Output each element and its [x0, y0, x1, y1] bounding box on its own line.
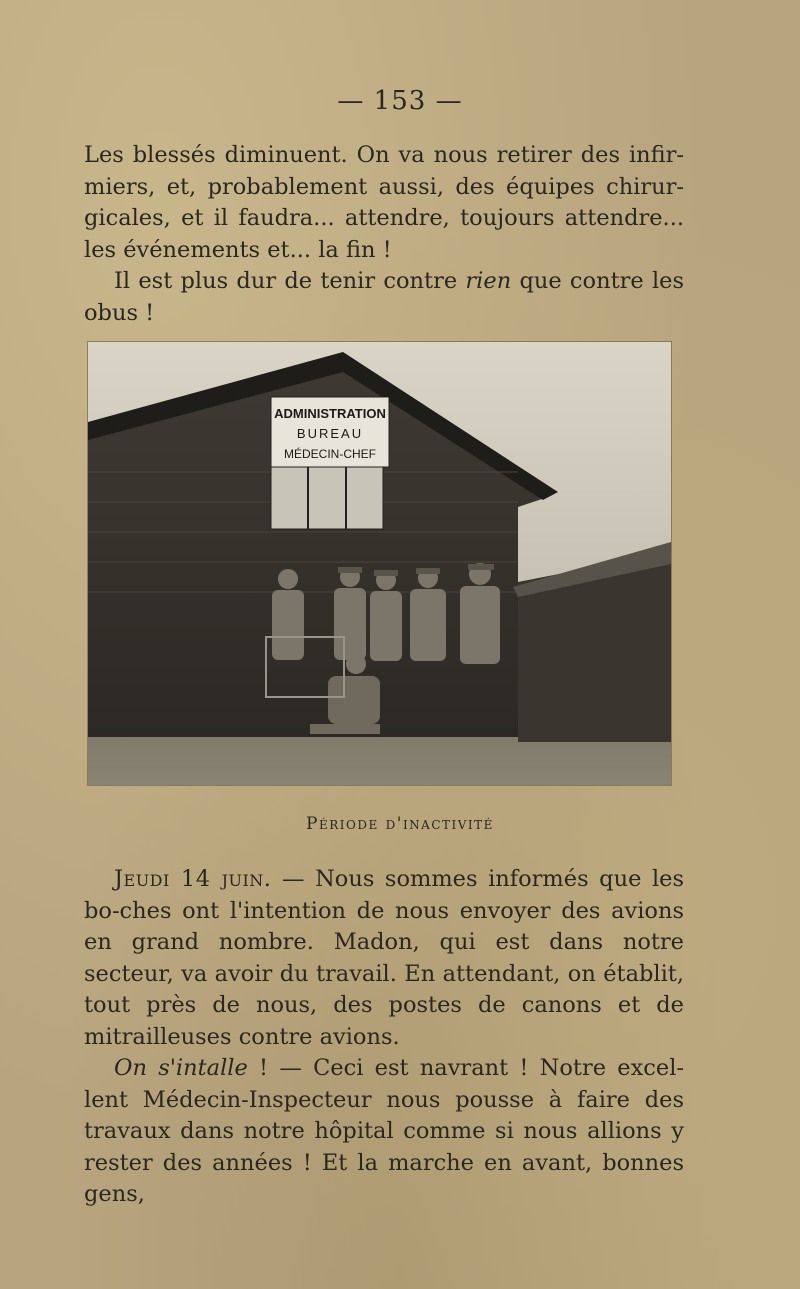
photo-illustration: [88, 342, 671, 785]
sign-line-2: BUREAU: [296, 426, 364, 441]
text-span: ! — Ceci est navrant ! Notre excel-lent Médecin-Inspecteur nous pousse à faire des travaux dans notre hôpital comme si nous allions y rester des années ! Et la marche en avant, bonnes gens,: [84, 1055, 685, 1207]
text-block-bottom: [84, 864, 684, 1242]
italic-word: rien: [465, 268, 512, 294]
paragraph: Les blessés diminuent. On va nous retirer des infir-miers, et, probablement aussi, des équipes chirur-gicales, et il faudra... attendre, toujours attendre... les événements et... la fin !: [84, 142, 684, 263]
sign-line-3: MÉDECIN-CHEF: [284, 447, 376, 461]
paragraph: [84, 864, 684, 1053]
date-label: Jeudi 14 juin.: [114, 866, 272, 892]
text-span: Il est plus dur de tenir contre: [114, 268, 466, 294]
photo-caption: Période d'inactivité: [306, 814, 494, 834]
page-number: — 153 —: [337, 86, 463, 116]
italic-phrase: On s'intalle: [114, 1055, 248, 1081]
sign-line-1: ADMINISTRATION: [274, 406, 386, 421]
text-span: — Nous sommes informés que les bo-ches ont l'intention de nous envoyer des avions en grand nombre. Madon, qui est dans notre secteur, va avoir du travail. En attendant, on établit, tout près de nous, des postes de canons et de mitrailleuses contre avions.: [84, 866, 685, 1050]
text-span: que contre les obus !: [84, 268, 685, 326]
paragraph: [84, 1053, 684, 1242]
text-block-top: [84, 140, 684, 329]
window: [271, 467, 383, 529]
photograph: [88, 342, 671, 785]
paragraph: [84, 266, 684, 329]
